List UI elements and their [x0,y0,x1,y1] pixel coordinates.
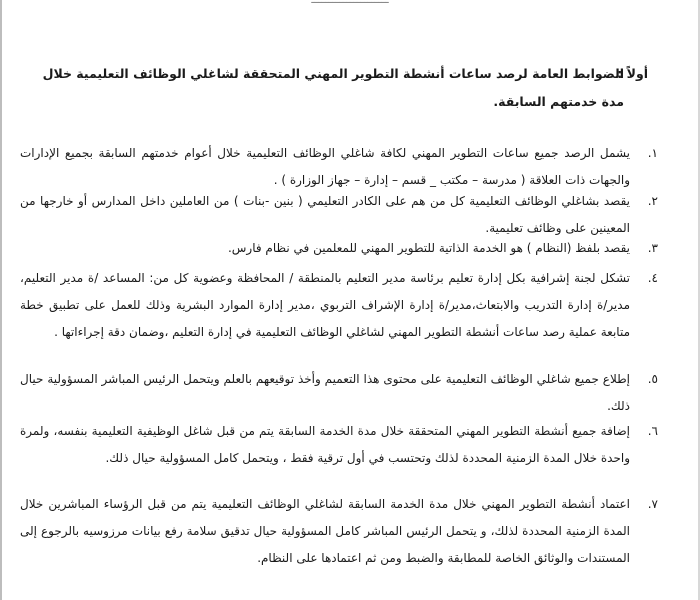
item-number: .٦ [647,424,658,438]
list-item: يقصد بلفظ (النظام ) هو الخدمة الذاتية للتطوير المهني للمعلمين في نظام فارس. [227,241,630,255]
list-item: إطلاع جميع شاغلي الوظائف التعليمية على محتوى هذا التعميم وأخذ توقيعهم بالعلم ويتحمل الرئيس المباشر المسؤولية حيال ذلك. [20,372,630,413]
item-number: .٣ [647,241,658,255]
section-heading-text: الضوابط العامة لرصد ساعات أنشطة التطوير المهني المتحققة لشاغلي الوظائف التعليمية خلال مدة خدمتهم السابقة. [42,66,624,109]
list-item: يقصد بشاغلي الوظائف التعليمية كل من هم على الكادر التعليمي ( بنين -بنات ) من العاملين داخل المدارس أو خارجها من المعينين على وظائف تعليمية. [20,194,630,235]
section-heading [20,60,648,116]
section-heading-index: أولاً : [617,66,648,81]
list-item: إضافة جميع أنشطة التطوير المهني المتحققة خلال مدة الخدمة السابقة يتم من قبل شاغل الوظيفية التعليمية بنفسه، ولمرة واحدة خلال المدة الزمنية المحددة لذلك وتحتسب في أول ترقية فقط ، ويتحمل كامل المسؤولية حيال ذلك. [20,424,630,465]
list-item: يشمل الرصد جميع ساعات التطوير المهني لكافة شاغلي الوظائف التعليمية خلال أعوام خدمتهم السابقة بجميع الإدارات والجهات ذات العلاقة ( مدرسة – مكتب _ قسم – إدارة – جهاز الوزارة ) . [20,146,630,187]
item-number: .٧ [647,497,658,511]
cropped-header-text [0,0,700,6]
list-item: تشكل لجنة إشرافية بكل إدارة تعليم برئاسة مدير التعليم بالمنطقة / المحافظة وعضوية كل من: المساعد /ة مدير التعليم، مدير/ة إدارة التدريب والابتعاث،مدير/ة إدارة الإشراف التربوي ،مدير إدارة الموارد البشرية وذلك للعمل على تطبيق خطة متابعة عملية رصد ساعات أنشطة التطوير المهني لشاغلي الوظائف التعليمية في إدارة التعليم ،وضمان دقة إجراءاتها . [20,271,630,339]
item-number: .٥ [647,372,658,386]
item-number: .٢ [647,194,658,208]
item-number: .٤ [647,271,658,285]
item-number: .١ [647,146,658,160]
list-item: اعتماد أنشطة التطوير المهني خلال مدة الخدمة السابقة لشاغلي الوظائف التعليمية يتم من قبل الرؤساء المباشرين خلال المدة الزمنية المحددة لذلك، و يتحمل الرئيس المباشر كامل المسؤولية حيال تدقيق سلامة رفع بيانات مرزوسيه بالرجوع إلى المستندات والوثائق الخاصة للمطابقة والضبط ومن ثم اعتمادها على النظام. [20,497,630,565]
page-edge-left [0,0,2,600]
